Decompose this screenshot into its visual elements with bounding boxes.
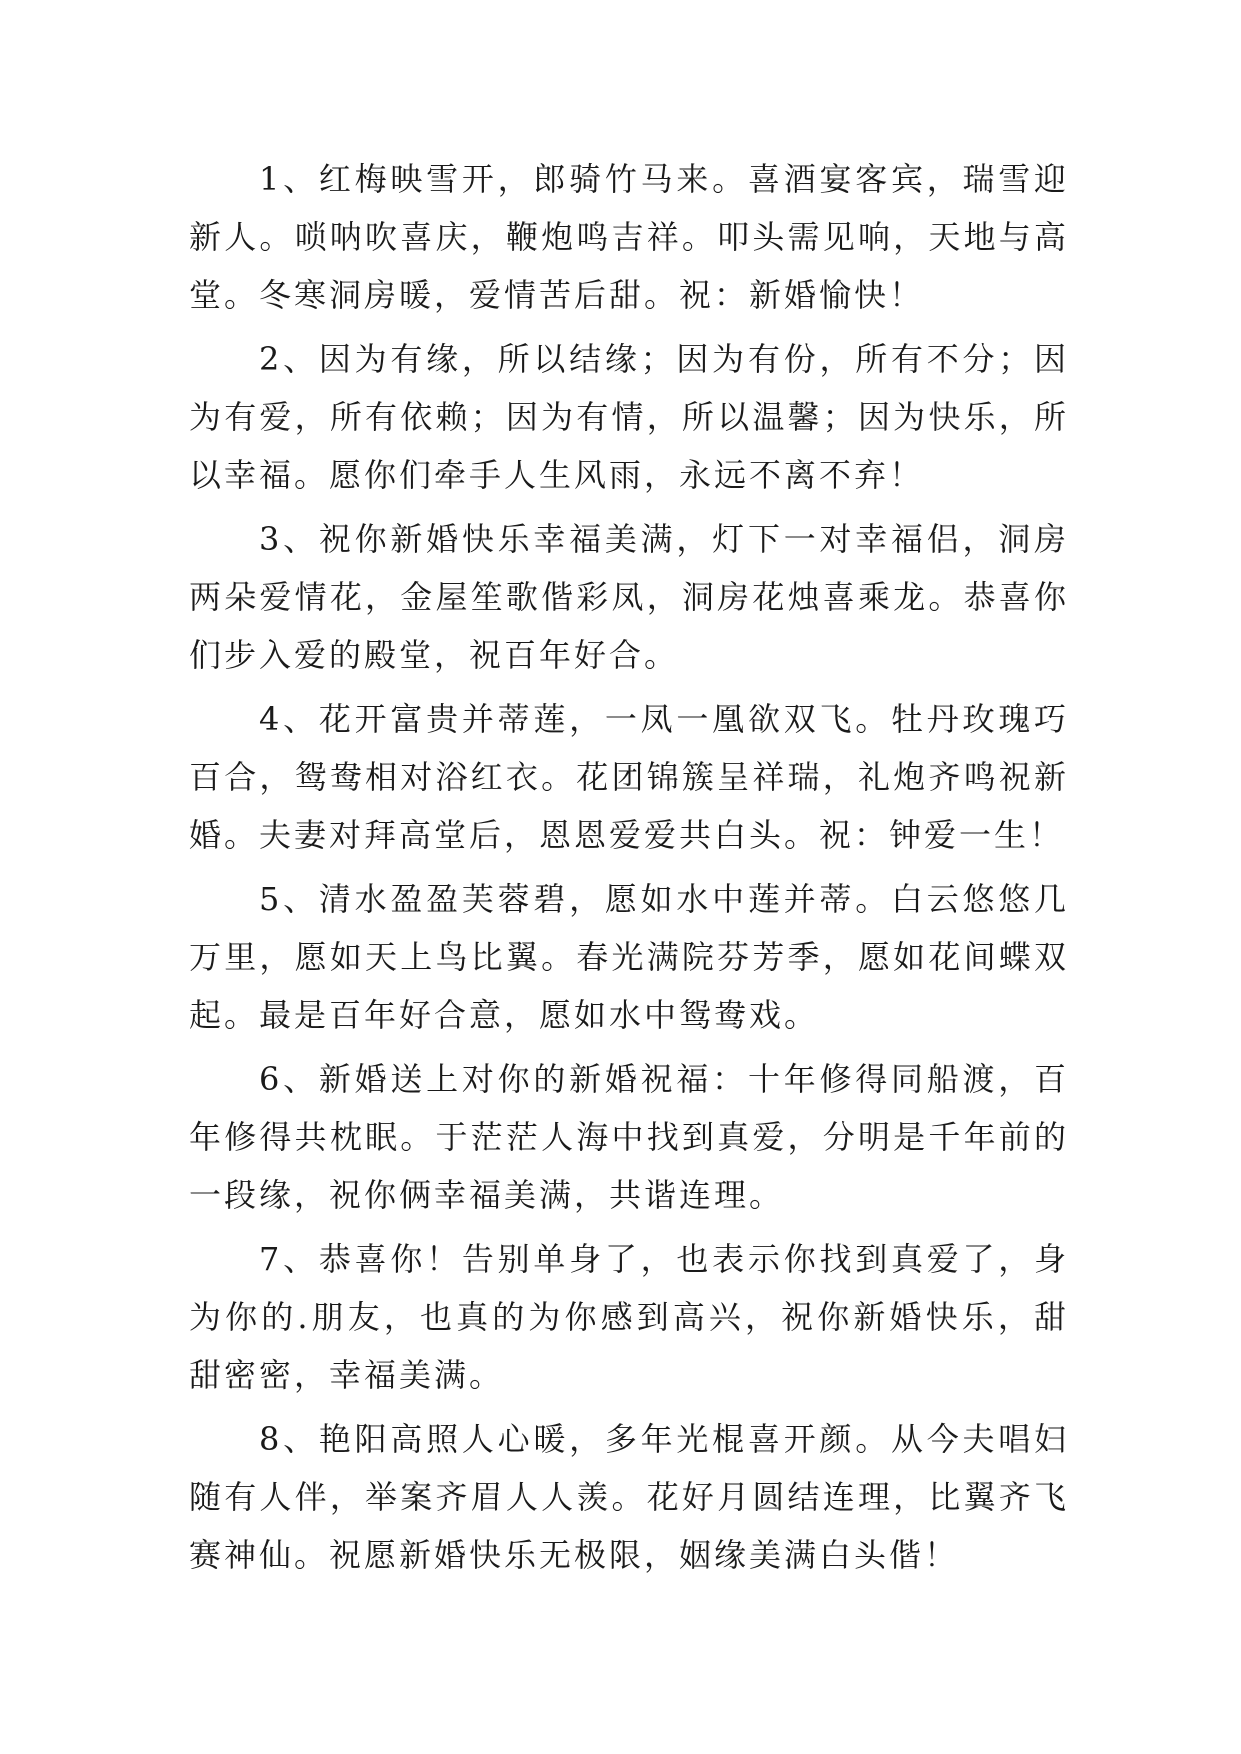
paragraph-6: 6、新婚送上对你的新婚祝福：十年修得同船渡，百年修得共枕眠。于茫茫人海中找到真爱，分明是千年前的一段缘，祝你俩幸福美满，共谐连理。: [189, 1060, 1069, 1214]
paragraph-7: 7、恭喜你！告别单身了，也表示你找到真爱了，身为你的.朋友，也真的为你感到高兴，祝你新婚快乐，甜甜密密，幸福美满。: [189, 1240, 1069, 1394]
paragraph-3: 3、祝你新婚快乐幸福美满，灯下一对幸福侣，洞房两朵爱情花，金屋笙歌偕彩凤，洞房花烛喜乘龙。恭喜你们步入爱的殿堂，祝百年好合。: [189, 520, 1069, 674]
paragraph-8: 8、艳阳高照人心暖，多年光棍喜开颜。从今夫唱妇随有人伴，举案齐眉人人羡。花好月圆结连理，比翼齐飞赛神仙。祝愿新婚快乐无极限，姻缘美满白头偕！: [189, 1420, 1069, 1574]
paragraph-1: 1、红梅映雪开，郎骑竹马来。喜酒宴客宾，瑞雪迎新人。唢呐吹喜庆，鞭炮鸣吉祥。叩头需见响，天地与高堂。冬寒洞房暖，爱情苦后甜。祝：新婚愉快！: [189, 160, 1069, 314]
document-body: [189, 150, 1069, 1590]
paragraph-2: 2、因为有缘，所以结缘；因为有份，所有不分；因为有爱，所有依赖；因为有情，所以温馨；因为快乐，所以幸福。愿你们牵手人生风雨，永远不离不弃！: [189, 340, 1069, 494]
paragraph-4: 4、花开富贵并蒂莲，一凤一凰欲双飞。牡丹玫瑰巧百合，鸳鸯相对浴红衣。花团锦簇呈祥瑞，礼炮齐鸣祝新婚。夫妻对拜高堂后，恩恩爱爱共白头。祝：钟爱一生！: [189, 700, 1069, 854]
paragraph-5: 5、清水盈盈芙蓉碧，愿如水中莲并蒂。白云悠悠几万里，愿如天上鸟比翼。春光满院芬芳季，愿如花间蝶双起。最是百年好合意，愿如水中鸳鸯戏。: [189, 880, 1069, 1034]
